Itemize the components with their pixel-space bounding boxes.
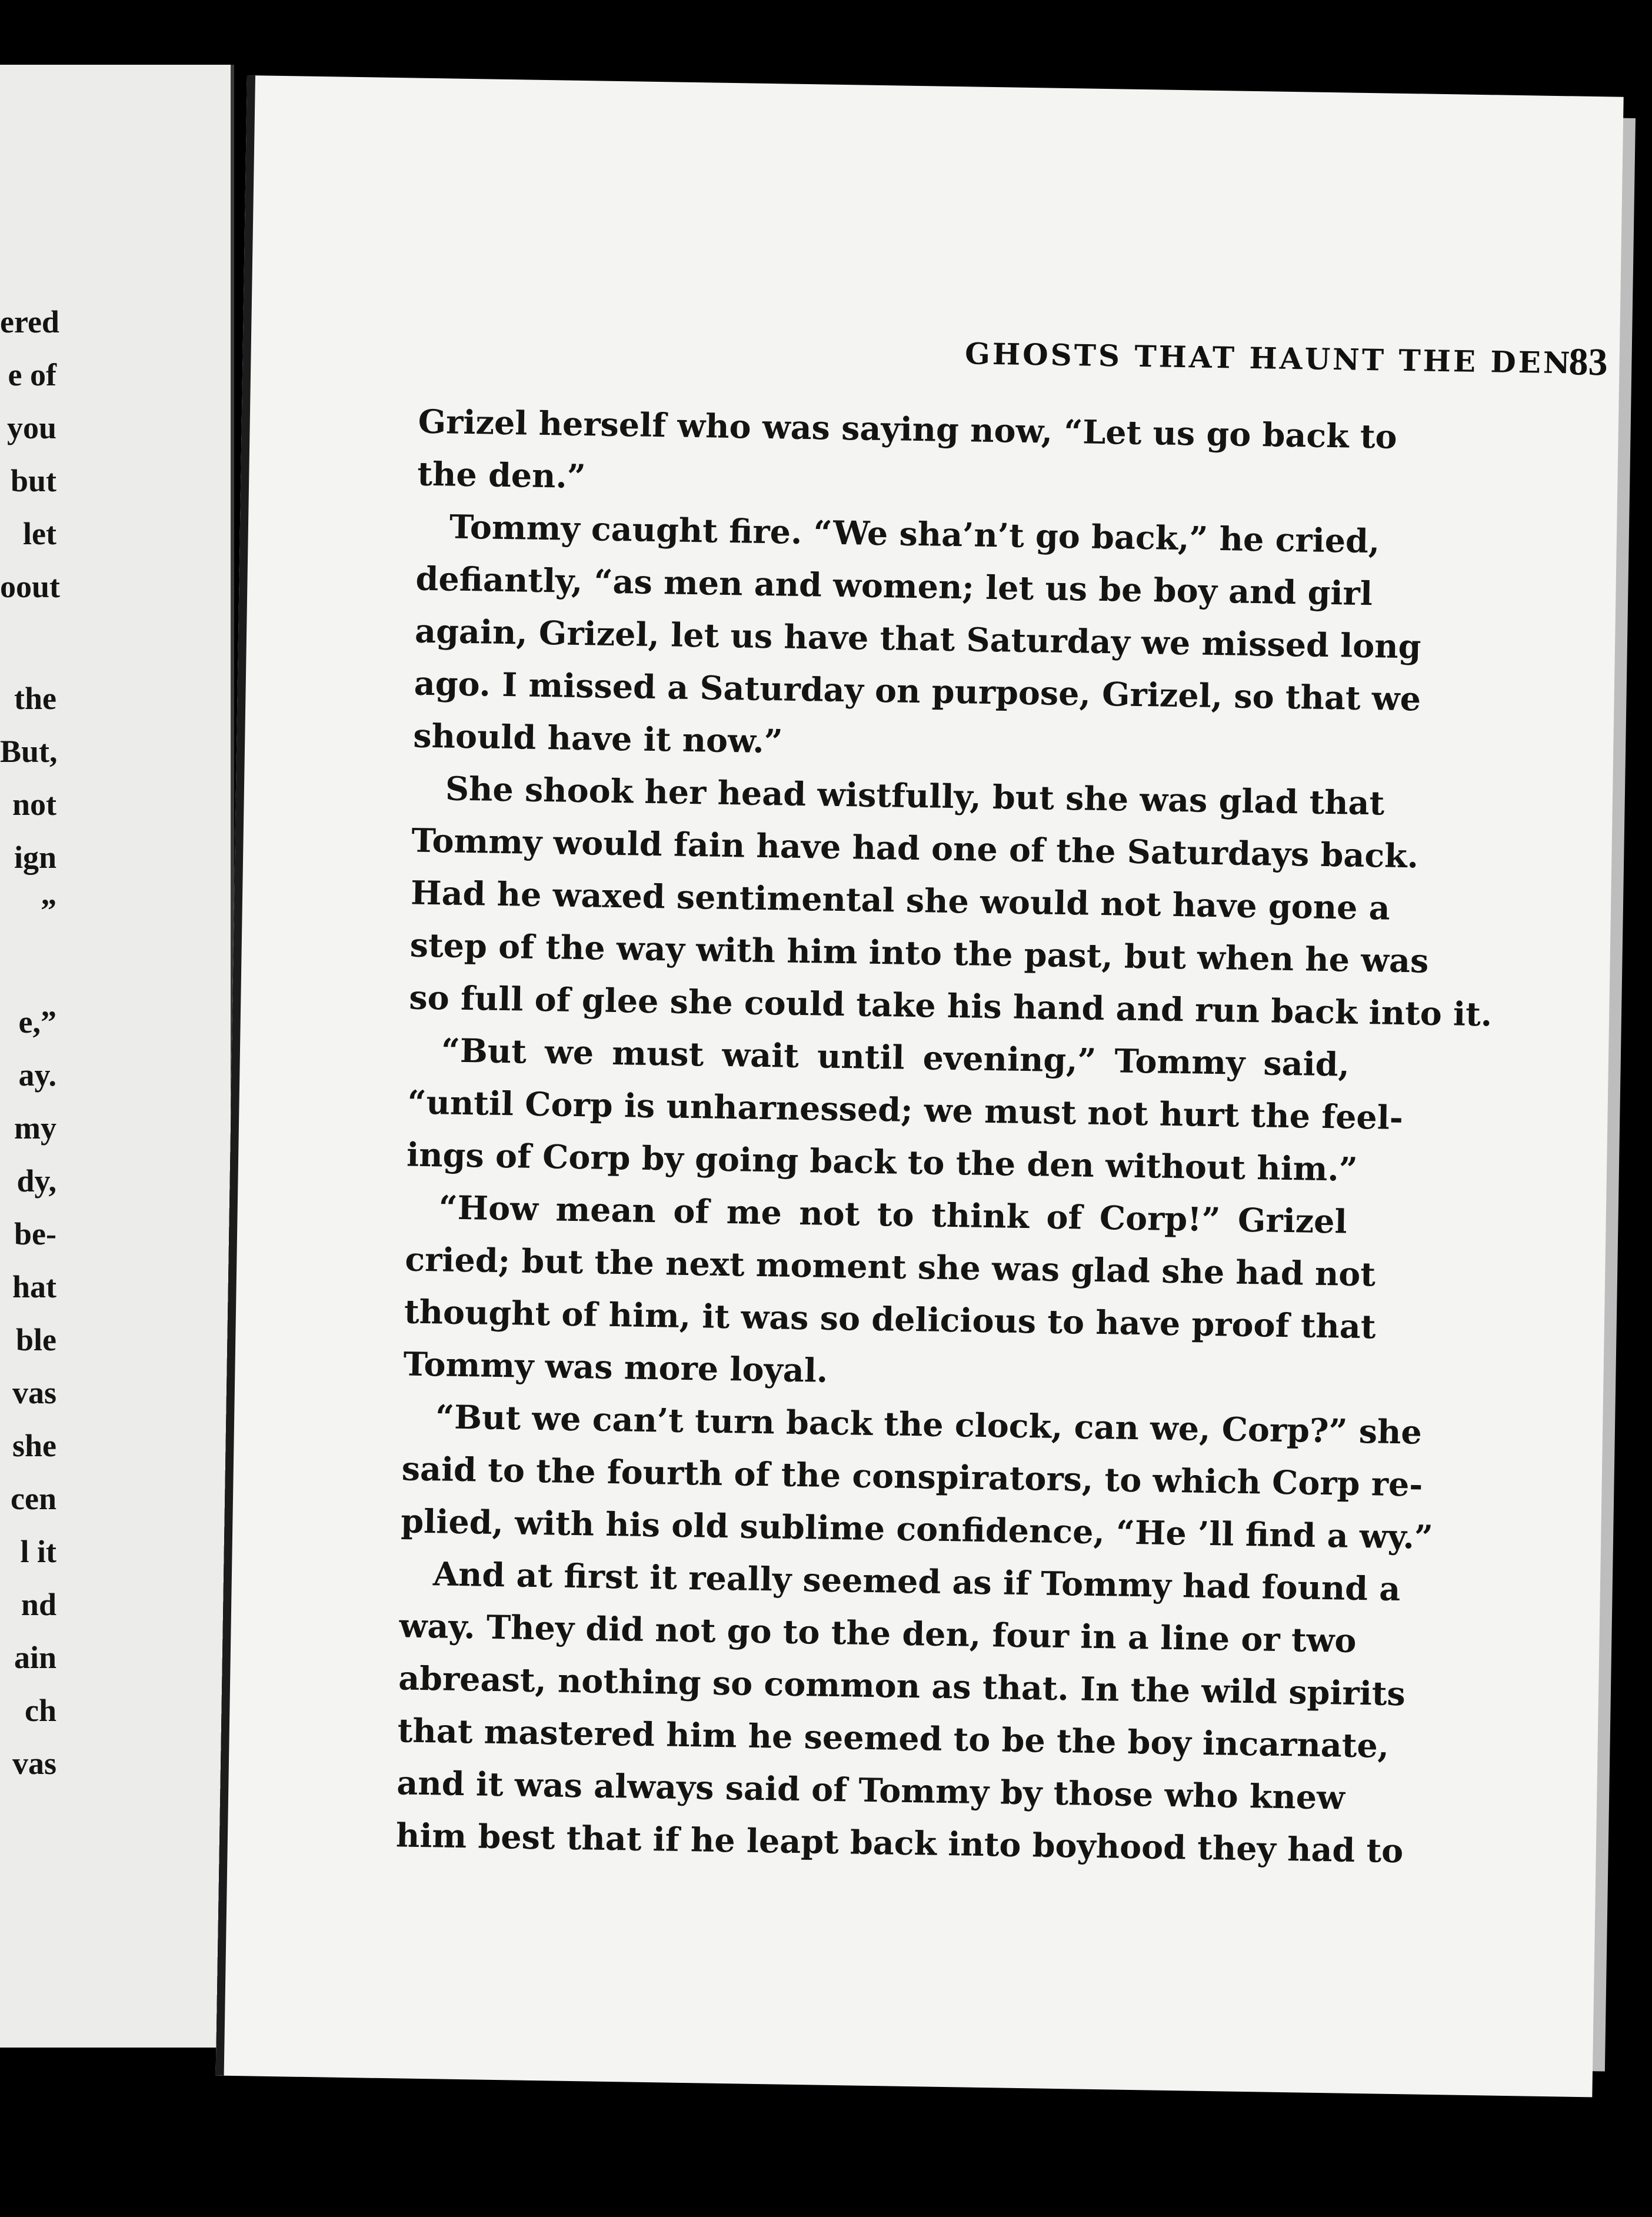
text-line: Grizel herself who was saying now, “Let us go back to	[418, 402, 1398, 457]
facing-page-line-fragment: cen	[11, 1481, 56, 1516]
facing-page-line-fragment: ered	[0, 304, 59, 339]
facing-page-line-fragment: ble	[15, 1322, 56, 1357]
text-line: “But we must wait until evening,” Tommy said,	[441, 1031, 1350, 1084]
facing-page-line-fragment: oout	[0, 569, 61, 604]
facing-page-line-fragment: she	[12, 1428, 56, 1463]
text-line: step of the way with him into the past, but when he was	[409, 926, 1429, 981]
facing-page-line-fragment: ch	[25, 1693, 56, 1728]
text-line: thought of him, it was so delicious to have proof that	[404, 1293, 1376, 1347]
facing-page-line-fragment: ”	[41, 893, 56, 928]
facing-page-line-fragment: be-	[14, 1216, 56, 1251]
facing-page-line-fragment: you	[6, 410, 56, 445]
paragraph	[400, 1390, 1434, 1562]
facing-page-line-fragment: let	[23, 516, 56, 551]
book-page	[216, 75, 1624, 2097]
text-line: Tommy was more loyal.	[403, 1345, 828, 1390]
text-line: cried; but the next moment she was glad she had not	[404, 1240, 1376, 1294]
text-line: ago. I missed a Saturday on purpose, Grizel, so that we	[414, 664, 1421, 719]
text-line: the den.”	[417, 455, 587, 497]
text-line: should have it now.”	[412, 717, 784, 761]
text-line: Had he waxed sentimental she would not have gone a	[410, 874, 1391, 928]
text-line: “until Corp is unharnessed; we must not hurt the feel-	[407, 1083, 1404, 1138]
body-text	[395, 396, 1493, 1877]
facing-page-line-fragment: vas	[12, 1746, 56, 1781]
text-line: and it was always said of Tommy by those who knew	[396, 1764, 1345, 1817]
paragraph	[408, 763, 1493, 1039]
paragraph	[412, 501, 1421, 777]
text-line: way. They did not go to the den, four in a line or two	[399, 1607, 1357, 1660]
paragraph	[395, 1547, 1406, 1876]
text-line: She shook her head wistfully, but she was glad that	[445, 770, 1385, 823]
text-line: “How mean of me not to think of Corp!” Grizel	[438, 1189, 1348, 1241]
text-line: “But we can’t turn back the clock, can we, Corp?” she	[435, 1398, 1423, 1452]
facing-page-line-fragment: the	[14, 681, 56, 716]
facing-page-line-fragment: nd	[21, 1587, 56, 1622]
facing-page-line-fragment: but	[10, 463, 56, 498]
facing-page-line-fragment: dy,	[16, 1163, 56, 1199]
facing-page-line-fragment: l it	[20, 1534, 56, 1569]
facing-page-line-fragment: not	[12, 787, 56, 822]
facing-page-line-fragment: e,”	[18, 1004, 56, 1040]
text-line: that mastered him he seemed to be the boy incarnate,	[397, 1712, 1390, 1766]
facing-page-line-fragment: hat	[12, 1269, 56, 1304]
facing-page-line-fragment: e of	[8, 357, 56, 392]
text-line: ings of Corp by going back to the den without him.”	[406, 1136, 1358, 1189]
page-number: 83	[1568, 340, 1608, 384]
text-line: him best that if he leapt back into boyhood they had to	[395, 1816, 1404, 1871]
paragraph	[417, 396, 1398, 515]
facing-page-line-fragment: ign	[14, 840, 56, 875]
text-line: Tommy would fain have had one of the Saturdays back.	[411, 821, 1419, 876]
paragraph	[403, 1181, 1376, 1405]
text-line: again, Grizel, let us have that Saturday we missed long	[414, 612, 1421, 667]
facing-page-line-fragment: ain	[14, 1640, 56, 1675]
paragraph	[406, 1024, 1404, 1196]
text-line: so full of glee she could take his hand and run back into it.	[408, 978, 1493, 1034]
text-line: abreast, nothing so common as that. In the wild spirits	[398, 1659, 1406, 1714]
text-line: defiantly, “as men and women; let us be boy and girl	[415, 560, 1373, 614]
text-line: plied, with his old sublime confidence, “He ’ll find a wy.”	[400, 1502, 1434, 1557]
running-head: GHOSTS THAT HAUNT THE DEN	[964, 336, 1573, 381]
facing-page-line-fragment: my	[14, 1110, 56, 1146]
facing-page-line-fragment: ay.	[18, 1057, 56, 1093]
text-line: And at first it really seemed as if Tommy had found a	[432, 1555, 1401, 1609]
facing-page-line-fragment: But,	[0, 734, 58, 769]
text-line: said to the fourth of the conspirators, to which Corp re-	[401, 1450, 1423, 1504]
facing-page-line-fragment: vas	[12, 1375, 56, 1410]
facing-page-fragment	[0, 65, 234, 2048]
text-line: Tommy caught fire. “We sha’n’t go back,” he cried,	[449, 508, 1380, 561]
